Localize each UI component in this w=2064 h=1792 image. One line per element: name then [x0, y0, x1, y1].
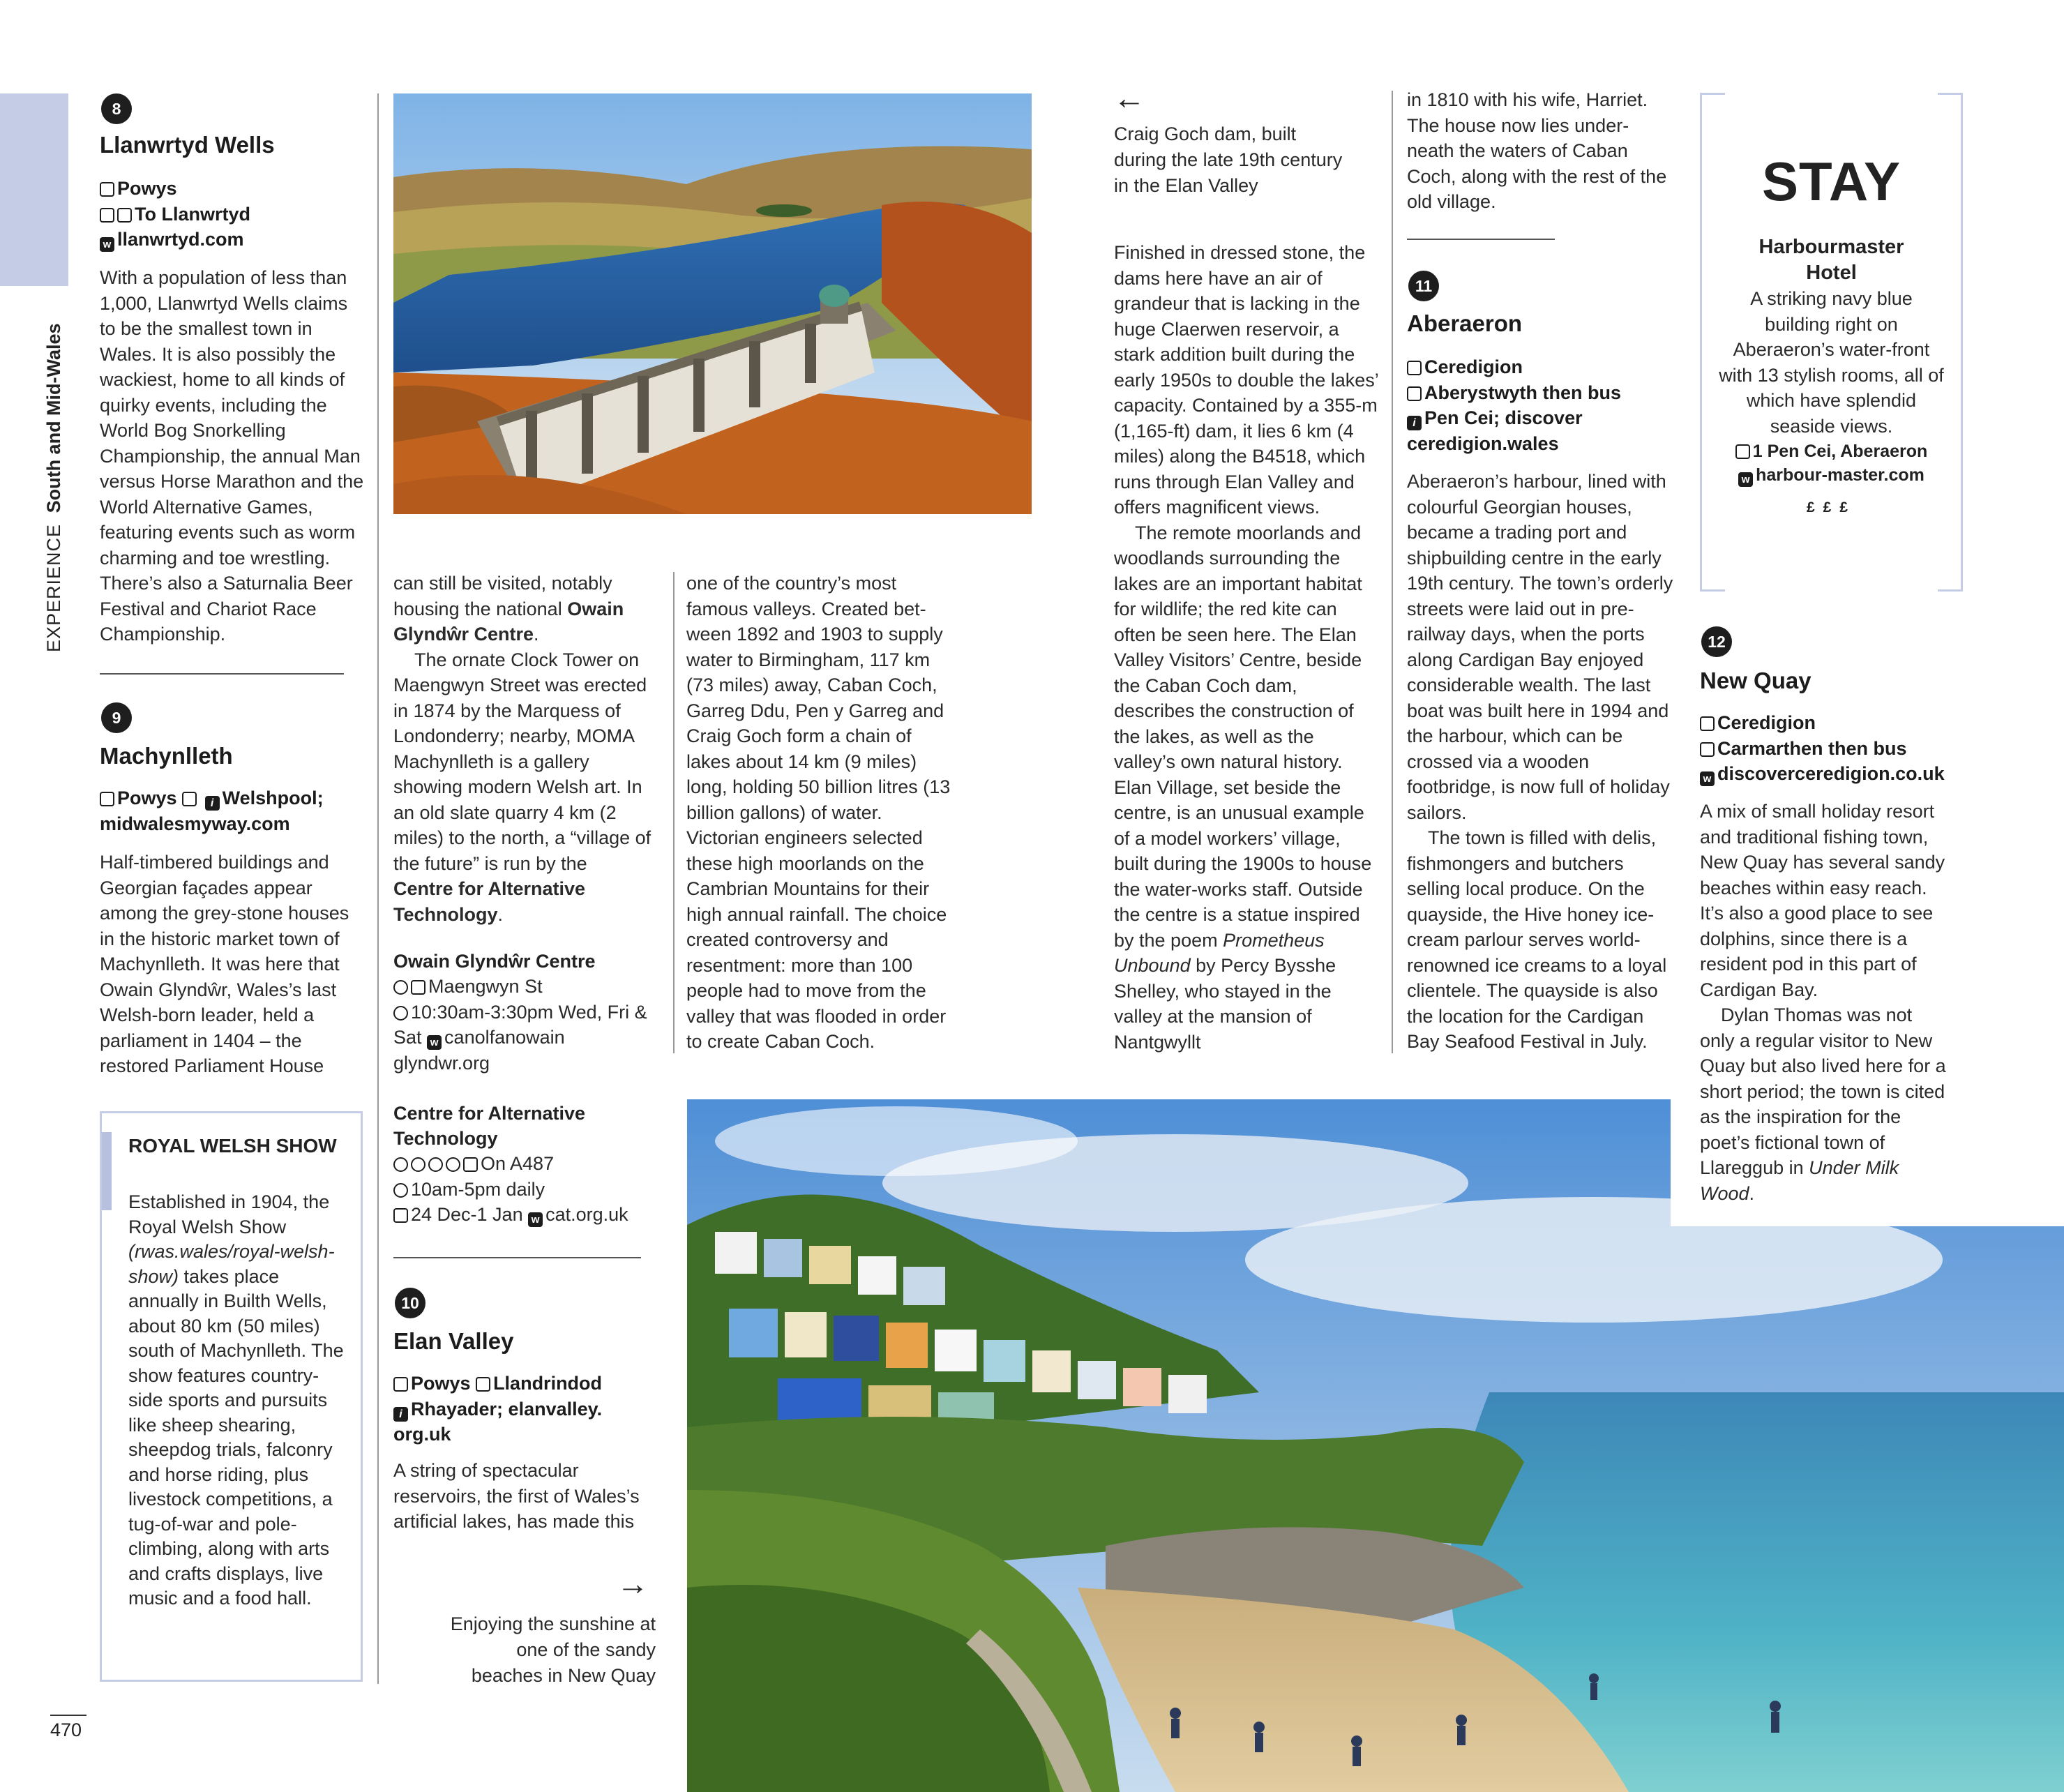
website-link[interactable]: ceredigion.wales — [1407, 432, 1559, 454]
body-text: can still be visited, notably housing the national Owain Glyndŵr Centre. The ornate Clock Tower on Maengwyn Street was erected in 1874 by the Marquess of Londonderry; nearby, MOMA Machynlleth is a gallery showing modern Welsh art. In an old slate quarry 4 km (2 miles) to the north, a “village of the future” is run by the Centre for Alternative Technology. — [393, 573, 651, 925]
photo-caption: Enjoying the sunshine at one of the sandy beaches in New Quay — [450, 1613, 656, 1686]
website-link[interactable]: midwalesmyway.com — [100, 813, 290, 834]
price-rating: £££ — [1806, 499, 1857, 515]
location-icon — [1700, 716, 1715, 731]
facility-icon — [393, 1157, 408, 1172]
website-link[interactable]: org.uk — [393, 1424, 451, 1445]
website-link[interactable]: cat.org.uk — [545, 1204, 628, 1225]
info-icon: i — [205, 796, 220, 811]
body-text: A mix of small holiday resort and traditional fishing town, New Quay has several sandy beaches within easy reach. It’s also a good place to see dolphins, since there is a resident pod in this part of Cardigan Bay. Dylan Thomas was not only a regular visitor to New Quay but also lived here for a short period; the town is cited as the inspiration for the poet’s fictional town of Llareggub in Under Milk Wood. — [1700, 801, 1946, 1204]
body-text: Half-timbered buildings and Georgian façades appear among the grey-stone houses in the historic market town of Machynlleth. It was here that Owain Glyndŵr, Wales’s last Welsh-born leader, held a parliament in 1404 – the restored Parliament House — [100, 852, 349, 1076]
arrow-left-icon: ← — [1113, 80, 1145, 116]
web-icon: w — [100, 237, 114, 252]
sidebar-title: ROYAL WELSH SHOW — [128, 1135, 337, 1157]
photo-craig-goch-dam — [393, 93, 1032, 514]
location-icon — [393, 1377, 408, 1392]
hotel-description: A striking navy blue building right on Aberaeron’s water-front with 13 stylish rooms, all of which have splendid seaside views. — [1719, 288, 1944, 437]
sidebar-accent-bar — [102, 1132, 112, 1210]
section-number-9: 9 — [101, 702, 132, 733]
website-link[interactable]: harbour-master.com — [1756, 465, 1924, 485]
body-text: in 1810 with his wife, Harriet. The house now lies under-neath the waters of Caban Coch, along with the rest of the old village. — [1407, 89, 1667, 212]
web-icon: w — [1738, 472, 1753, 487]
body-text: With a population of less than 1,000, Llanwrtyd Wells claims to be the smallest town in Wales. It is also possibly the wackiest, home to all kinds of quirky events, including the World Bog Snorkelling Championship, the annual Man versus Horse Marathon and the World Alternative Games, featuring events such as worm charming and toe wrestling. There’s also a Saturnalia Beer Festival and Chariot Race Championship. — [100, 267, 364, 645]
web-icon: w — [427, 1035, 442, 1050]
facility-icon — [411, 1157, 425, 1172]
photo-caption: Craig Goch dam, built during the late 19th century in the Elan Valley — [1114, 123, 1343, 196]
clock-icon — [393, 1006, 408, 1021]
side-tab — [0, 93, 68, 286]
location-icon — [463, 1157, 478, 1172]
section-title: Aberaeron — [1407, 310, 1523, 336]
website-link[interactable]: discoverceredigion.co.uk — [1717, 763, 1945, 784]
info-icon: i — [1407, 416, 1422, 430]
accessibility-icon — [393, 980, 408, 995]
section-number-11: 11 — [1408, 271, 1439, 301]
closed-icon — [393, 1208, 408, 1223]
location-icon — [100, 182, 114, 197]
stay-heading: STAY — [1761, 151, 1901, 212]
web-icon: w — [1700, 771, 1715, 786]
section-title: New Quay — [1700, 668, 1811, 693]
train-icon — [1700, 742, 1715, 757]
listing-title: Owain Glyndŵr Centre — [393, 951, 596, 972]
hotel-name: Harbourmaster Hotel — [1758, 236, 1904, 284]
section-title: Elan Valley — [393, 1328, 514, 1354]
website-link[interactable]: llanwrtyd.com — [117, 229, 244, 250]
body-text: one of the country’s most famous valleys. Created bet-ween 1892 and 1903 to supply water to Birmingham, 117 km (73 miles) away, Caban Coch, Garreg Ddu, Pen y Garreg and Craig Goch form a chain of lakes about 14 km (9 miles) long, holding 50 billion litres (13 billion gallons) of water. Victorian engineers selected these high moorlands on the Cambrian Mountains for their high annual rainfall. The choice created controversy and resentment: more than 100 people had to move from the valley that was flooded in order to create Caban Coch. — [686, 573, 951, 1052]
facility-icon — [428, 1157, 443, 1172]
location-icon — [1735, 444, 1750, 459]
train-icon — [476, 1377, 490, 1392]
location-icon — [411, 980, 425, 995]
body-text: Aberaeron’s harbour, lined with colourful Georgian houses, became a trading port and shipbuilding centre in the early 19th century. The town’s orderly streets were laid out in pre-railway days, when the ports along Cardigan Bay enjoyed considerable wealth. The last boat was built here in 1994 and the harbour, which can be crossed via a wooden footbridge, is now full of holiday sailors. The town is filled with delis, fishmongers and butchers selling local produce. On the quayside, the Hive honey ice-cream parlour serves world-renowned ice creams to a loyal clientele. The quayside is also the location for the Cardigan Bay Seafood Festival in July. — [1407, 471, 1673, 1052]
website-link[interactable]: canolfanowain glyndwr.org — [393, 1027, 565, 1074]
train-icon — [100, 208, 114, 223]
train-icon — [182, 792, 197, 806]
section-number-8: 8 — [101, 93, 132, 124]
section-number-10: 10 — [395, 1288, 425, 1318]
arrow-right-icon: → — [617, 1565, 649, 1602]
clock-icon — [393, 1183, 408, 1198]
listing-title: Centre for Alternative Technology — [393, 1103, 586, 1149]
location-icon — [100, 792, 114, 806]
info-icon: i — [393, 1407, 408, 1422]
body-text: A string of spectacular reservoirs, the first of Wales’s artificial lakes, has made this — [393, 1460, 640, 1532]
section-number-12: 12 — [1701, 626, 1732, 657]
side-tab-text: EXPERIENCE South and Mid-Wales — [43, 323, 64, 652]
section-title: Llanwrtyd Wells — [100, 132, 275, 158]
location-icon — [1407, 361, 1422, 375]
web-icon: w — [528, 1212, 543, 1227]
bus-icon — [117, 208, 132, 223]
page-number: 470 — [50, 1719, 82, 1740]
facility-icon — [446, 1157, 460, 1172]
sidebar-text: Established in 1904, the Royal Welsh Show (rwas.wales/royal-welsh-show) takes place annually in Builth Wells, about 80 km (50 miles) south of Machynlleth. The show features country-side sports and pursuits like sheep shearing, sheepdog trials, falconry and horse riding, plus livestock competitions, a tug-of-war and pole-climbing, along with arts and crafts displays, live music and a food hall. — [128, 1191, 344, 1609]
body-text: Finished in dressed stone, the dams here have an air of grandeur that is lacking in the huge Claerwen reservoir, a stark addition built during the early 1950s to double the lakes’ capacity. Contained by a 355-m (1,165-ft) dam, it lies 6 km (4 miles) along the B4518, which runs through Elan Valley and offers magnificent views. The remote moorlands and woodlands surrounding the lakes are an important habitat for wildlife; the red kite can often be seen here. The Elan Valley Visitors’ Centre, beside the Caban Coch dam, describes the construction of the lakes, as well as the valley’s own natural history. Elan Village, set beside the centre, is an unusual example of a model workers’ village, built during the 1900s to house the water-works staff. Outside the centre is a statue inspired by the poem Prometheus Unbound by Percy Bysshe Shelley, who stayed in the valley at the mansion of Nantgwyllt — [1114, 242, 1378, 1053]
train-icon — [1407, 386, 1422, 401]
section-title: Machynlleth — [100, 743, 233, 769]
